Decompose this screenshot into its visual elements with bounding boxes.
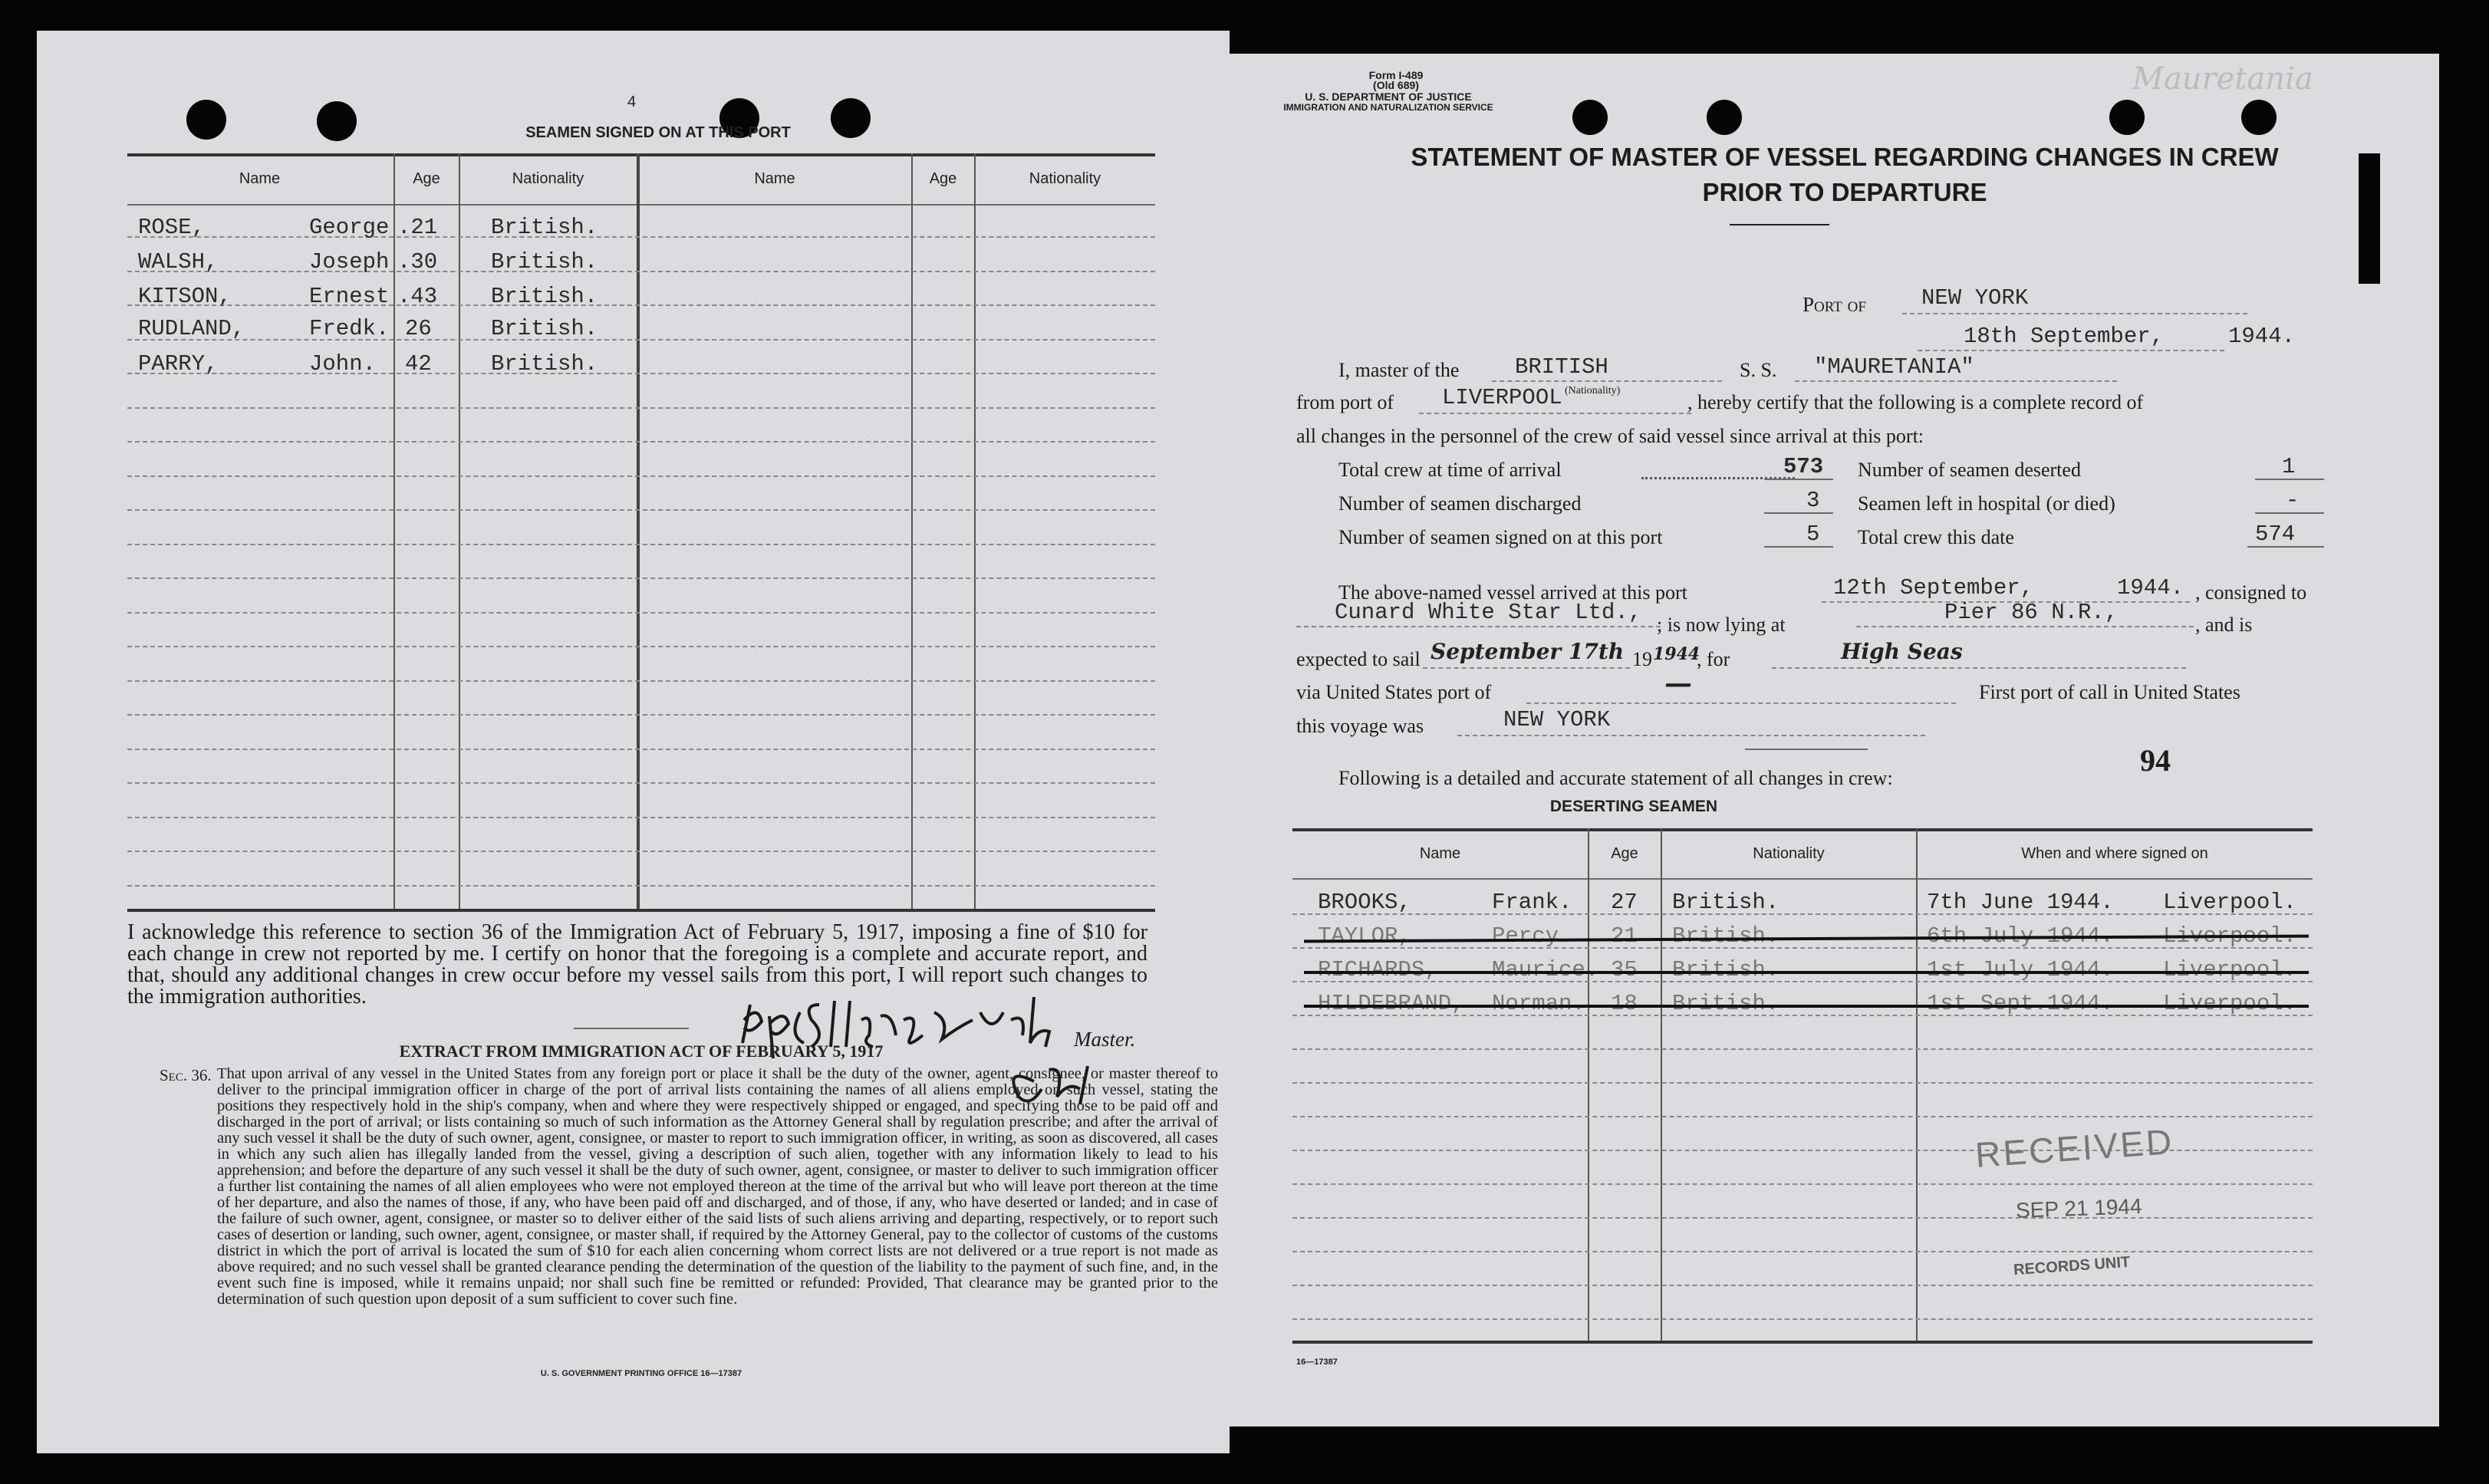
page-number: 4 (627, 94, 637, 110)
strike-through-line (1304, 935, 2309, 943)
punch-hole (1707, 100, 1742, 135)
deserter-nationality: British. (1672, 923, 1780, 949)
row-rule (127, 509, 1155, 511)
seaman-nationality: British. (491, 284, 598, 309)
seaman-nationality: British. (491, 249, 598, 275)
form-id-block (1281, 71, 1511, 90)
deserter-surname: TAYLOR, (1318, 923, 1411, 949)
seaman-first-name: Fredk. (309, 316, 390, 341)
column-divider (637, 153, 640, 909)
discharged-value: 3 (1806, 488, 1820, 513)
from-port-rule (1419, 413, 1691, 414)
seaman-first-name: Ernest (309, 284, 390, 309)
col-header-name: Name (1419, 845, 1461, 862)
col-header-nationality: Nationality (512, 170, 584, 187)
nationality-caption: (Nationality) (1565, 385, 1621, 397)
row-rule (127, 304, 1155, 306)
lying-label: ; is now lying at (1657, 614, 1786, 636)
printer-line: U. S. GOVERNMENT PRINTING OFFICE 16—17387 (540, 1369, 742, 1378)
expected-rule (1423, 667, 1630, 669)
voyage-rule (1457, 735, 1925, 736)
row-rule (1292, 913, 2313, 915)
row-rule (127, 851, 1155, 852)
col-header-name-2: Name (754, 170, 795, 187)
punch-hole (2109, 100, 2145, 135)
row-rule (127, 271, 1155, 272)
row-rule (127, 646, 1155, 647)
seaman-age: .43 (397, 284, 438, 309)
strike-through-line (1304, 1005, 2309, 1008)
row-rule (127, 612, 1155, 614)
form-title (1365, 140, 2324, 210)
value-rule (1764, 512, 1833, 514)
received-stamp: RECEIVED (1974, 1121, 2175, 1175)
row-rule (127, 817, 1155, 818)
signed-on-value: 5 (1806, 522, 1820, 547)
total-crew-arrival: 573 (1783, 454, 1824, 479)
deserting-title: DESERTING SEAMEN (1549, 798, 1718, 815)
via-value: — (1664, 667, 1692, 699)
strike-through-line (1304, 971, 2309, 974)
row-rule (1292, 1082, 2313, 1084)
certify-text: , hereby certify that the following is a complete record of (1687, 391, 2144, 413)
deserter-nationality: British. (1672, 957, 1780, 982)
deserter-signed-place: Liverpool. (2163, 923, 2297, 949)
received-stamp-date: SEP 21 1944 (2015, 1194, 2142, 1222)
port-value: NEW YORK (1921, 285, 2029, 311)
total-this-date-value: 574 (2255, 522, 2296, 547)
deserter-age: 18 (1611, 991, 1638, 1016)
table-header-rule (127, 204, 1155, 206)
deserter-surname: BROOKS, (1318, 890, 1411, 915)
table-bottom-rule (1292, 1341, 2313, 1344)
form-number: Form I-489 (1368, 69, 1424, 81)
agency-block (1235, 91, 1542, 113)
table-bottom-rule (127, 909, 1155, 912)
seaman-age: .30 (397, 249, 438, 275)
signature-rule (574, 1028, 689, 1029)
total-crew-arrival-label: Total crew at time of arrival (1338, 459, 1562, 481)
page-title: SEAMEN SIGNED ON AT THIS PORT (525, 124, 791, 141)
value-rule (2247, 546, 2324, 548)
voyage-value: NEW YORK (1503, 707, 1611, 732)
seaman-first-name: John. (309, 351, 377, 377)
following-text: Following is a detailed and accurate statement of all changes in crew: (1338, 767, 1893, 789)
lying-rule (1856, 626, 2194, 627)
table-top-rule (127, 153, 1155, 156)
row-rule (127, 714, 1155, 716)
seaman-first-name: Joseph (309, 249, 390, 275)
column-divider (1588, 828, 1589, 1341)
deserter-signed-date: 1st July 1944. (1927, 957, 2114, 982)
row-rule (127, 373, 1155, 374)
nationality-value: BRITISH (1515, 354, 1608, 380)
right-page (1227, 54, 2439, 1426)
seaman-age: .21 (397, 215, 438, 240)
port-label: Port of (1803, 293, 1866, 316)
value-rule (2255, 479, 2324, 480)
ss-label: S. S. (1740, 359, 1777, 381)
col-header-age-2: Age (929, 170, 957, 187)
column-divider (974, 153, 976, 909)
row-rule (127, 782, 1155, 784)
nationality-rule (1492, 380, 1722, 382)
hospital-label: Seamen left in hospital (or died) (1858, 492, 2115, 515)
seaman-surname: KITSON, (138, 284, 232, 309)
arrived-label: The above-named vessel arrived at this port (1338, 581, 1687, 604)
punch-hole (2241, 100, 2277, 135)
date-value: 18th September, (1964, 324, 2165, 349)
value-rule (2255, 512, 2324, 514)
row-rule (1292, 947, 2313, 949)
column-divider (1916, 828, 1918, 1341)
expected-year-prefix: 19 (1632, 648, 1652, 670)
first-port-label: First port of call in United States (1979, 681, 2240, 703)
seaman-age: 42 (405, 351, 432, 377)
from-port-value: LIVERPOOL (1442, 385, 1562, 410)
row-rule (127, 441, 1155, 443)
deserter-signed-date: 1st Sept.1944. (1927, 991, 2114, 1016)
arrived-year: 1944. (2117, 575, 2184, 601)
consignee-rule (1296, 626, 1661, 627)
date-rule (1918, 350, 2224, 351)
punch-hole (317, 101, 357, 141)
hospital-value: - (2286, 488, 2300, 513)
section-rule (1745, 749, 1868, 750)
master-of-label: I, master of the (1338, 359, 1460, 381)
page-mark: 94 (2140, 743, 2171, 778)
master-label: Master. (1074, 1028, 1136, 1051)
row-rule (1292, 1318, 2313, 1320)
table-top-rule (1292, 828, 2313, 831)
table-header-rule (1292, 878, 2313, 880)
value-rule (1764, 479, 1833, 480)
column-divider (393, 153, 395, 909)
row-rule (127, 577, 1155, 579)
deserted-label: Number of seamen deserted (1858, 459, 2081, 481)
row-rule (127, 407, 1155, 409)
extract-section-label: Sec. 36. (160, 1066, 212, 1084)
row-rule (1292, 1217, 2313, 1219)
consigned-label: , consigned to (2195, 581, 2307, 604)
expected-value: September 17th (1431, 639, 1625, 664)
deserter-nationality: British. (1672, 991, 1780, 1016)
ship-name: "MAURETANIA" (1814, 354, 1974, 380)
col-header-nationality-2: Nationality (1029, 170, 1101, 187)
lying-value: Pier 86 N.R., (1944, 600, 2119, 625)
expected-year: 1944 (1653, 644, 1700, 664)
seaman-surname: RUDLAND, (138, 316, 245, 341)
for-value: High Seas (1841, 639, 1963, 664)
deserter-age: 35 (1611, 957, 1638, 982)
deserter-surname: HILDEBRAND, (1318, 991, 1465, 1016)
via-label: via United States port of (1296, 681, 1492, 703)
row-rule (127, 544, 1155, 545)
deserter-signed-place: Liverpool. (2163, 890, 2297, 915)
form-title-line1: STATEMENT OF MASTER OF VESSEL REGARDING CHANGES IN CREW (1411, 143, 2279, 171)
department-name: U. S. DEPARTMENT OF JUSTICE (1305, 90, 1472, 103)
left-page (37, 31, 1230, 1453)
row-rule (1292, 1251, 2313, 1252)
and-is-label: , and is (2195, 614, 2253, 636)
service-name: IMMIGRATION AND NATURALIZATION SERVICE (1283, 102, 1493, 113)
deserter-nationality: British. (1672, 890, 1780, 915)
deserter-signed-date: 6th July 1944. (1927, 923, 2114, 949)
corner-note: Mauretania (2132, 61, 2313, 97)
col-header-age: Age (413, 170, 440, 187)
for-rule (1772, 667, 2186, 669)
seaman-surname: PARRY, (138, 351, 219, 377)
deserter-first-name: Maurice. (1492, 957, 1599, 982)
deserter-signed-place: Liverpool. (2163, 957, 2297, 982)
punch-hole (1572, 100, 1608, 135)
col-header-signed-on: When and where signed on (2021, 845, 2208, 862)
column-divider (459, 153, 460, 909)
deserter-first-name: Norman. (1492, 991, 1585, 1016)
for-label: , for (1697, 648, 1730, 670)
acknowledgement-text: I acknowledge this reference to section 36 of the Immigration Act of February 5, 1917, imposing a fine of $10 for each change in crew not reported by me. I certify on honor that the foregoing is a complete and accurate report, and that, should any additional changes in crew occur before my vessel sails from this port, I will report such changes to the immigration authorities. (127, 920, 1147, 1009)
received-stamp-unit: RECORDS UNIT (2013, 1253, 2131, 1279)
column-divider (911, 153, 913, 909)
title-rule (1730, 224, 1829, 225)
seaman-nationality: British. (491, 215, 598, 240)
extract-title: EXTRACT FROM IMMIGRATION ACT OF FEBRUARY 5, 1917 (399, 1041, 884, 1061)
from-port-label: from port of (1296, 391, 1394, 413)
via-rule (1526, 703, 1956, 704)
form-title-line2: PRIOR TO DEPARTURE (1702, 178, 1987, 206)
col-header-name: Name (239, 170, 281, 187)
seaman-surname: ROSE, (138, 215, 206, 240)
discharged-label: Number of seamen discharged (1338, 492, 1582, 515)
punch-hole (186, 100, 226, 140)
seaman-nationality: British. (491, 351, 598, 377)
row-rule (127, 885, 1155, 887)
col-header-age: Age (1611, 845, 1638, 862)
deserted-value: 1 (2282, 454, 2296, 479)
seaman-age: 26 (405, 316, 432, 341)
row-rule (1292, 1048, 2313, 1050)
deserter-signed-date: 7th June 1944. (1927, 890, 2114, 915)
binding-edge (2359, 153, 2380, 284)
port-rule (1902, 313, 2247, 314)
form-old-number: (Old 689) (1373, 79, 1419, 91)
row-rule (1292, 981, 2313, 982)
row-rule (127, 339, 1155, 341)
total-this-date-label: Total crew this date (1858, 526, 2014, 548)
expected-label: expected to sail (1296, 648, 1421, 670)
row-rule (127, 680, 1155, 682)
seaman-surname: WALSH, (138, 249, 219, 275)
voyage-label: this voyage was (1296, 715, 1424, 737)
column-divider (1661, 828, 1662, 1341)
date-year: 1944. (2228, 324, 2296, 349)
signed-on-label: Number of seamen signed on at this port (1338, 526, 1663, 548)
row-rule (127, 475, 1155, 477)
deserter-first-name: Percy. (1492, 923, 1572, 949)
all-changes-text: all changes in the personnel of the crew of said vessel since arrival at this port: (1296, 425, 1924, 447)
row-rule (1292, 1116, 2313, 1117)
deserter-age: 27 (1611, 890, 1638, 915)
deserter-age: 21 (1611, 923, 1638, 949)
arrived-value: 12th September, (1833, 575, 2034, 601)
consignee-value: Cunard White Star Ltd., (1335, 600, 1642, 625)
extract-body: That upon arrival of any vessel in the United States from any foreign port or place it shall be the duty of the owner, agent, consignee, or master thereof to deliver to the principal immigration officer in charge of the port of arrival lists containing the names of all aliens employed on such vessel, stating the positions they respectively hold in the ship's company, when and where they were respectively shipped or engaged, and specifying those to be paid off and discharged in the port of arrival; or lists containing so much of such information as the Attorney General shall by regulation prescribe; and after the arrival of any such vessel it shall be the duty of such owner, agent, consignee, or master to report to such immigration officer, in writing, as soon as discovered, all cases in which any such alien has illegally landed from the vessel, giving a description of such alien, together with any information likely to lead to his apprehension; and before the departure of any such vessel it shall be the duty of such owner, agent, consignee, or master to deliver to such immigration officer a further list containing the names of all alien employees who were not employed thereon at the time of the arrival but who will leave port thereon at the time of her departure, and also the names of those, if any, who have been paid off and discharged, and of those, if any, who have deserted or landed; and in case of the failure of such owner, agent, consignee, or master so to deliver either of the said lists of such aliens arriving and departing, respectively, or to report such cases of desertion or landing, such owner, agent, consignee, or master shall, if required by the Attorney General, pay to the collector of customs of the customs district in which the port of arrival is located the sum of $10 for each alien concerning whom correct lists are not delivered or a true report is not made as above required; and no such vessel shall be granted clearance pending the determination of the question of the liability to the payment of such fine, and, in the event such fine is imposed, while it remains unpaid; nor shall such fine be remitted or refunded: Provided, That clearance may be granted prior to the determination of such question upon deposit of a sum sufficient to cover such fine. (217, 1065, 1218, 1308)
ship-rule (1795, 380, 2117, 382)
row-rule (1292, 1285, 2313, 1286)
row-rule (127, 236, 1155, 238)
seaman-nationality: British. (491, 316, 598, 341)
form-print-number: 16—17387 (1296, 1357, 1338, 1367)
seaman-first-name: George (309, 215, 390, 240)
deserter-first-name: Frank. (1492, 890, 1572, 915)
deserter-signed-place: Liverpool. (2163, 991, 2297, 1016)
value-rule (1764, 546, 1833, 548)
deserter-surname: RICHARDS, (1318, 957, 1438, 982)
col-header-nationality: Nationality (1753, 845, 1825, 862)
row-rule (127, 749, 1155, 750)
row-rule (1292, 1183, 2313, 1185)
